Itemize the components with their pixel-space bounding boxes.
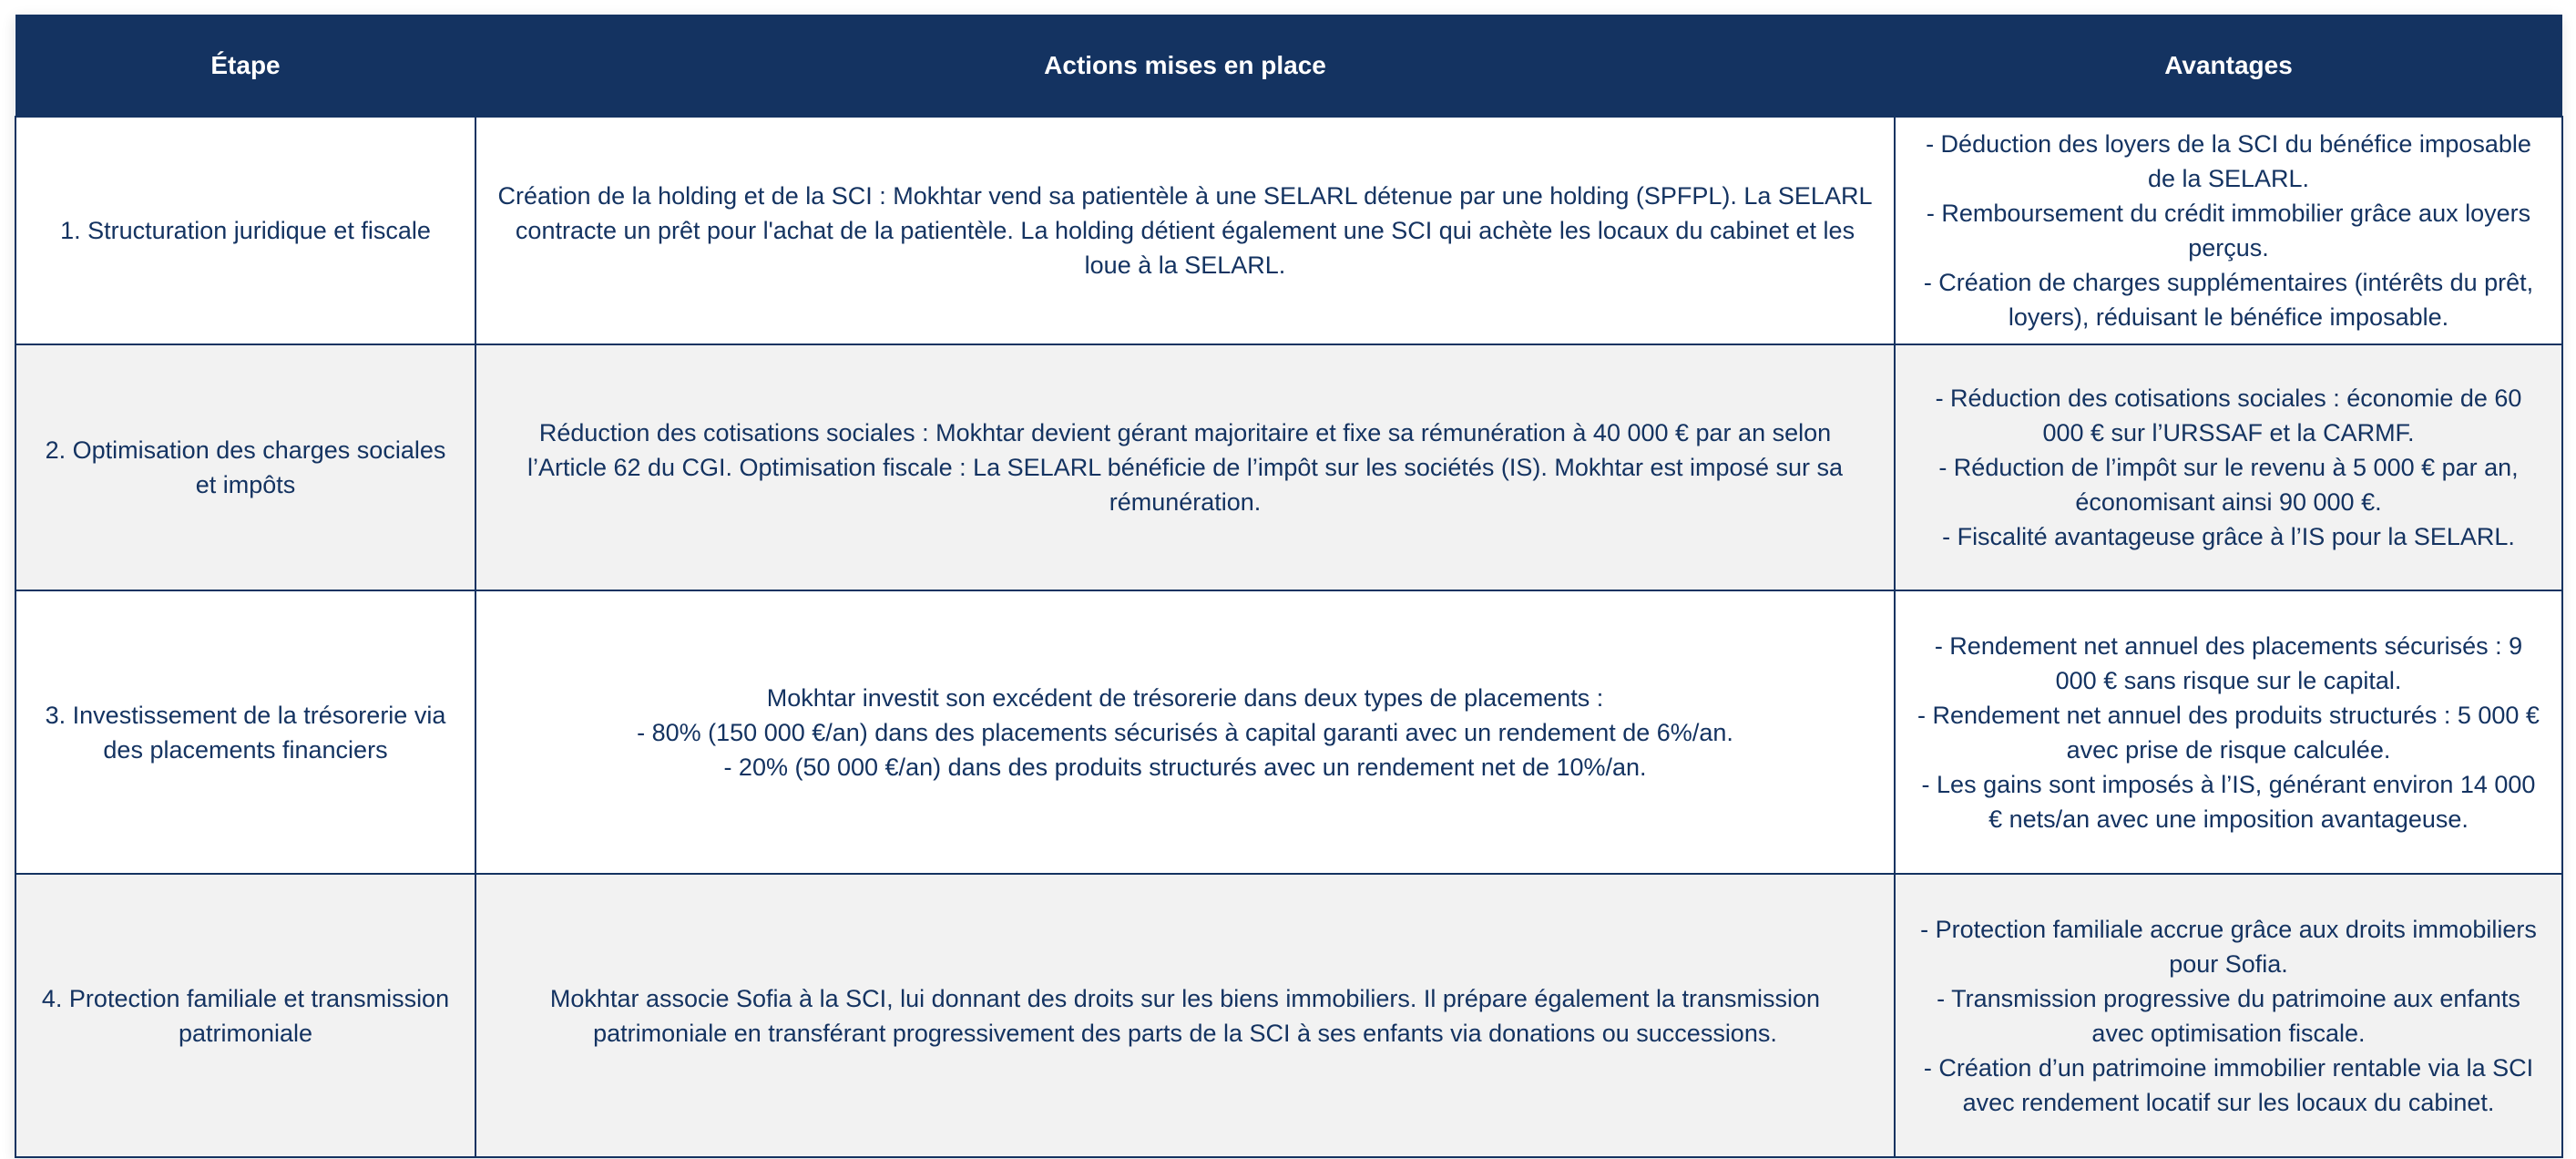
cell-avantages: [1895, 590, 2562, 874]
cell-etape: 4. Protection familiale et transmission patrimoniale: [15, 874, 475, 1157]
cell-etape: 3. Investissement de la trésorerie via des placements financiers: [15, 590, 475, 874]
avantage-item: - Création de charges supplémentaires (intérêts du prêt, loyers), réduisant le bénéfice imposable.: [1923, 269, 2534, 331]
avantage-item: - Remboursement du crédit immobilier grâce aux loyers perçus.: [1926, 200, 2531, 262]
column-header-etape: Étape: [15, 15, 475, 117]
cell-avantages: [1895, 344, 2562, 590]
cell-avantages: [1895, 117, 2562, 344]
actions-item: - 20% (50 000 €/an) dans des produits structurés avec un rendement net de 10%/an.: [723, 753, 1647, 781]
cell-actions: [475, 874, 1895, 1157]
actions-text: Mokhtar investit son excédent de trésorerie dans deux types de placements :: [766, 683, 1604, 712]
actions-text: Création de la holding et de la SCI : Mokhtar vend sa patientèle à une SELARL détenue par une holding (SPFPL). La SELARL contracte un prêt pour l'achat de la patientèle. La holding détient également une SCI qui achète les locaux du cabinet et les loue à la SELARL.: [497, 182, 1873, 279]
avantage-item: - Déduction des loyers de la SCI du bénéfice imposable de la SELARL.: [1926, 130, 2531, 192]
cell-actions: [475, 117, 1895, 344]
avantage-item: - Fiscalité avantageuse grâce à l’IS pour la SELARL.: [1942, 523, 2515, 550]
avantage-item: - Création d’un patrimoine immobilier rentable via la SCI avec rendement locatif sur les locaux du cabinet.: [1923, 1053, 2534, 1116]
header-row: [15, 15, 2562, 117]
column-header-actions: Actions mises en place: [475, 15, 1895, 117]
table-row: [15, 874, 2562, 1157]
avantage-item: - Rendement net annuel des placements sécurisés : 9 000 € sans risque sur le capital.: [1934, 631, 2523, 694]
table-row: [15, 590, 2562, 874]
avantage-item: - Protection familiale accrue grâce aux droits immobiliers pour Sofia.: [1920, 915, 2537, 978]
actions-text: Mokhtar associe Sofia à la SCI, lui donnant des droits sur les biens immobiliers. Il prépare également la transmission patrimoniale en transférant progressivement des parts de la SCI à ses enfants via donations ou successions.: [549, 984, 1821, 1047]
avantage-item: - Rendement net annuel des produits structurés : 5 000 € avec prise de risque calculée.: [1917, 701, 2540, 764]
actions-item: - 80% (150 000 €/an) dans des placements sécurisés à capital garanti avec un rendement de 6%/an.: [637, 718, 1733, 746]
table-body: [15, 117, 2562, 1157]
cell-actions: [475, 590, 1895, 874]
avantage-item: - Transmission progressive du patrimoine aux enfants avec optimisation fiscale.: [1937, 984, 2520, 1047]
table-row: [15, 117, 2562, 344]
avantage-item: - Réduction des cotisations sociales : économie de 60 000 € sur l’URSSAF et la CARMF.: [1935, 385, 2522, 446]
avantage-item: - Les gains sont imposés à l’IS, générant environ 14 000 € nets/an avec une imposition avantageuse.: [1921, 770, 2536, 833]
table-row: [15, 344, 2562, 590]
cell-avantages: [1895, 874, 2562, 1157]
table-header: [15, 15, 2562, 117]
cell-actions: [475, 344, 1895, 590]
avantage-item: - Réduction de l’impôt sur le revenu à 5 000 € par an, économisant ainsi 90 000 €.: [1938, 454, 2519, 516]
strategy-table: [15, 15, 2563, 1158]
actions-text: Réduction des cotisations sociales : Mokhtar devient gérant majoritaire et fixe sa rémunération à 40 000 € par an selon l’Article 62 du CGI. Optimisation fiscale : La SELARL bénéficie de l’impôt sur les sociétés (IS). Mokhtar est imposé sur sa rémunération.: [526, 419, 1844, 516]
cell-etape: 1. Structuration juridique et fiscale: [15, 117, 475, 344]
strategy-table-container: [15, 15, 2561, 1158]
column-header-avantages: Avantages: [1895, 15, 2562, 117]
cell-etape: 2. Optimisation des charges sociales et impôts: [15, 344, 475, 590]
